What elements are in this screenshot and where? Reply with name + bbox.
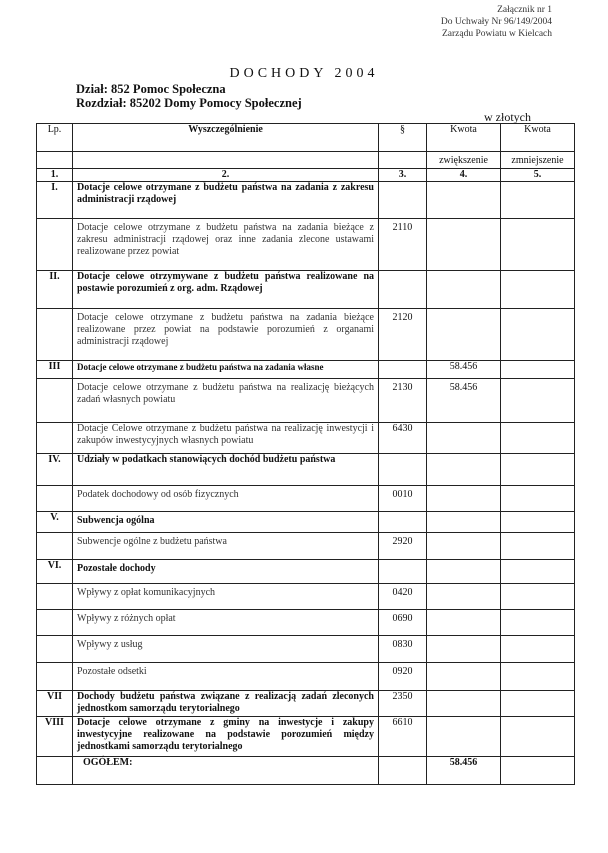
row-paragraph: 6430: [379, 423, 427, 454]
row-lp: III: [37, 361, 73, 379]
dzial-heading: Dział: 852 Pomoc Społeczna: [76, 82, 226, 96]
row-paragraph: 0010: [379, 486, 427, 512]
row-decrease: [501, 560, 575, 584]
row-increase: [427, 309, 501, 361]
row-paragraph: [379, 454, 427, 486]
table-row: [37, 271, 575, 309]
row-description: Dotacje celowe otrzymane z budżetu państwa na zadania bieżące z zakresu administracji rządowej oraz inne zadania zlecone ustawami realizowane przez powiat: [73, 219, 379, 271]
col-number: 4.: [427, 169, 501, 182]
row-paragraph: [379, 271, 427, 309]
row-increase: [427, 182, 501, 219]
col-number: 3.: [379, 169, 427, 182]
annex-line: Załącznik nr 1: [497, 5, 552, 15]
col-lp-header: Lp.: [37, 124, 73, 152]
table-row: [37, 636, 575, 663]
row-decrease: [501, 182, 575, 219]
subheader-row: [37, 152, 575, 169]
row-paragraph: 2350: [379, 691, 427, 717]
row-lp: V.: [37, 512, 73, 533]
col-number: 2.: [73, 169, 379, 182]
row-lp: VII: [37, 691, 73, 717]
table-row: [37, 219, 575, 271]
total-label: OGÓŁEM:: [73, 757, 379, 785]
header-row: [37, 124, 575, 152]
table-row: [37, 423, 575, 454]
row-lp: [37, 423, 73, 454]
row-paragraph: [379, 361, 427, 379]
table-row: [37, 486, 575, 512]
col-decrease-header: Kwota: [501, 124, 575, 152]
row-decrease: [501, 717, 575, 757]
row-lp: [37, 219, 73, 271]
row-lp: VIII: [37, 717, 73, 757]
row-description: Wpływy z usług: [73, 636, 379, 663]
row-decrease: [501, 486, 575, 512]
row-lp: [37, 584, 73, 610]
total-increase: 58.456: [427, 757, 501, 785]
row-description: Subwencja ogólna: [73, 512, 379, 533]
row-description: Pozostałe odsetki: [73, 663, 379, 691]
increase-subheader: zwiększenie: [427, 152, 501, 169]
row-decrease: [501, 423, 575, 454]
row-lp: [37, 486, 73, 512]
row-description: Wpływy z opłat komunikacyjnych: [73, 584, 379, 610]
row-lp: IV.: [37, 454, 73, 486]
row-lp: [37, 309, 73, 361]
table-row: [37, 560, 575, 584]
col-number: 5.: [501, 169, 575, 182]
row-lp: [37, 636, 73, 663]
page-title: DOCHODY 2004: [229, 66, 379, 81]
total-decrease: [501, 757, 575, 785]
row-lp: VI.: [37, 560, 73, 584]
col-increase-header: Kwota: [427, 124, 501, 152]
row-description: Dotacje celowe otrzymane z budżetu państwa na zadania własne: [73, 361, 379, 379]
row-decrease: [501, 663, 575, 691]
table-row: [37, 691, 575, 717]
row-lp: [37, 610, 73, 636]
row-lp: [37, 533, 73, 560]
row-decrease: [501, 271, 575, 309]
row-paragraph: [379, 560, 427, 584]
table-row: [37, 309, 575, 361]
row-description: Pozostałe dochody: [73, 560, 379, 584]
row-description: Dotacje celowe otrzymywane z budżetu państwa realizowane na postawie porozumień z org. adm. Rządowej: [73, 271, 379, 309]
row-increase: 58.456: [427, 379, 501, 423]
row-decrease: [501, 533, 575, 560]
row-description: Wpływy z różnych opłat: [73, 610, 379, 636]
row-lp: II.: [37, 271, 73, 309]
row-increase: [427, 486, 501, 512]
col-desc-header: Wyszczególnienie: [73, 124, 379, 152]
table-row: [37, 663, 575, 691]
annex-line: Zarządu Powiatu w Kielcach: [442, 29, 552, 39]
row-description: Dochody budżetu państwa związane z realizacją zadań zleconych jednostkom samorządu terytorialnego: [73, 691, 379, 717]
table-row: [37, 584, 575, 610]
row-description: Dotacje Celowe otrzymane z budżetu państwa na realizację inwestycji i zakupów inwestycyjnych własnych powiatu: [73, 423, 379, 454]
table-row: [37, 610, 575, 636]
table-row: [37, 717, 575, 757]
row-decrease: [501, 691, 575, 717]
row-decrease: [501, 379, 575, 423]
unit-label: w złotych: [484, 110, 531, 124]
row-decrease: [501, 636, 575, 663]
row-description: Udziały w podatkach stanowiących dochód budżetu państwa: [73, 454, 379, 486]
row-paragraph: 0420: [379, 584, 427, 610]
table-row: [37, 361, 575, 379]
row-decrease: [501, 309, 575, 361]
row-paragraph: [379, 512, 427, 533]
row-increase: [427, 512, 501, 533]
row-increase: [427, 219, 501, 271]
row-paragraph: [379, 182, 427, 219]
row-increase: [427, 560, 501, 584]
row-description: Dotacje celowe otrzymane z budżetu państwa na zadania bieżące realizowane przez powiat na podstawie porozumień z organami administracji rządowej: [73, 309, 379, 361]
table-row: [37, 182, 575, 219]
row-lp: [37, 663, 73, 691]
row-decrease: [501, 454, 575, 486]
row-paragraph: 2120: [379, 309, 427, 361]
table-row: [37, 512, 575, 533]
row-paragraph: 6610: [379, 717, 427, 757]
decrease-subheader: zmniejszenie: [501, 152, 575, 169]
row-paragraph: 2110: [379, 219, 427, 271]
row-lp: [37, 379, 73, 423]
annex-reference: [352, 4, 552, 40]
table-row: [37, 533, 575, 560]
row-description: Dotacje celowe otrzymane z gminy na inwestycje i zakupy inwestycyjne realizowane na podstawie porozumień między jednostkami samorządu terytorialnego: [73, 717, 379, 757]
row-increase: [427, 271, 501, 309]
row-paragraph: 2920: [379, 533, 427, 560]
row-description: Dotacje celowe otrzymane z budżetu państwa na realizację bieżących zadań własnych powiatu: [73, 379, 379, 423]
column-number-row: [37, 169, 575, 182]
col-number: 1.: [37, 169, 73, 182]
row-increase: [427, 454, 501, 486]
row-decrease: [501, 610, 575, 636]
table-row: [37, 454, 575, 486]
row-decrease: [501, 219, 575, 271]
row-increase: [427, 663, 501, 691]
row-increase: 58.456: [427, 361, 501, 379]
row-decrease: [501, 512, 575, 533]
rozdzial-heading: Rozdział: 85202 Domy Pomocy Społecznej: [76, 96, 302, 110]
row-increase: [427, 717, 501, 757]
row-paragraph: 0690: [379, 610, 427, 636]
row-increase: [427, 423, 501, 454]
total-row: [37, 757, 575, 785]
row-description: Podatek dochodowy od osób fizycznych: [73, 486, 379, 512]
row-decrease: [501, 361, 575, 379]
row-description: Dotacje celowe otrzymane z budżetu państwa na zadania z zakresu administracji rządowej: [73, 182, 379, 219]
row-paragraph: 0920: [379, 663, 427, 691]
col-para-header: §: [379, 124, 427, 152]
row-increase: [427, 533, 501, 560]
annex-line: Do Uchwały Nr 96/149/2004: [440, 17, 552, 27]
row-increase: [427, 610, 501, 636]
row-lp: I.: [37, 182, 73, 219]
row-decrease: [501, 584, 575, 610]
row-paragraph: 2130: [379, 379, 427, 423]
revenue-table: [36, 123, 575, 785]
row-increase: [427, 636, 501, 663]
row-increase: [427, 584, 501, 610]
row-description: Subwencje ogólne z budżetu państwa: [73, 533, 379, 560]
row-increase: [427, 691, 501, 717]
row-paragraph: 0830: [379, 636, 427, 663]
table-row: [37, 379, 575, 423]
